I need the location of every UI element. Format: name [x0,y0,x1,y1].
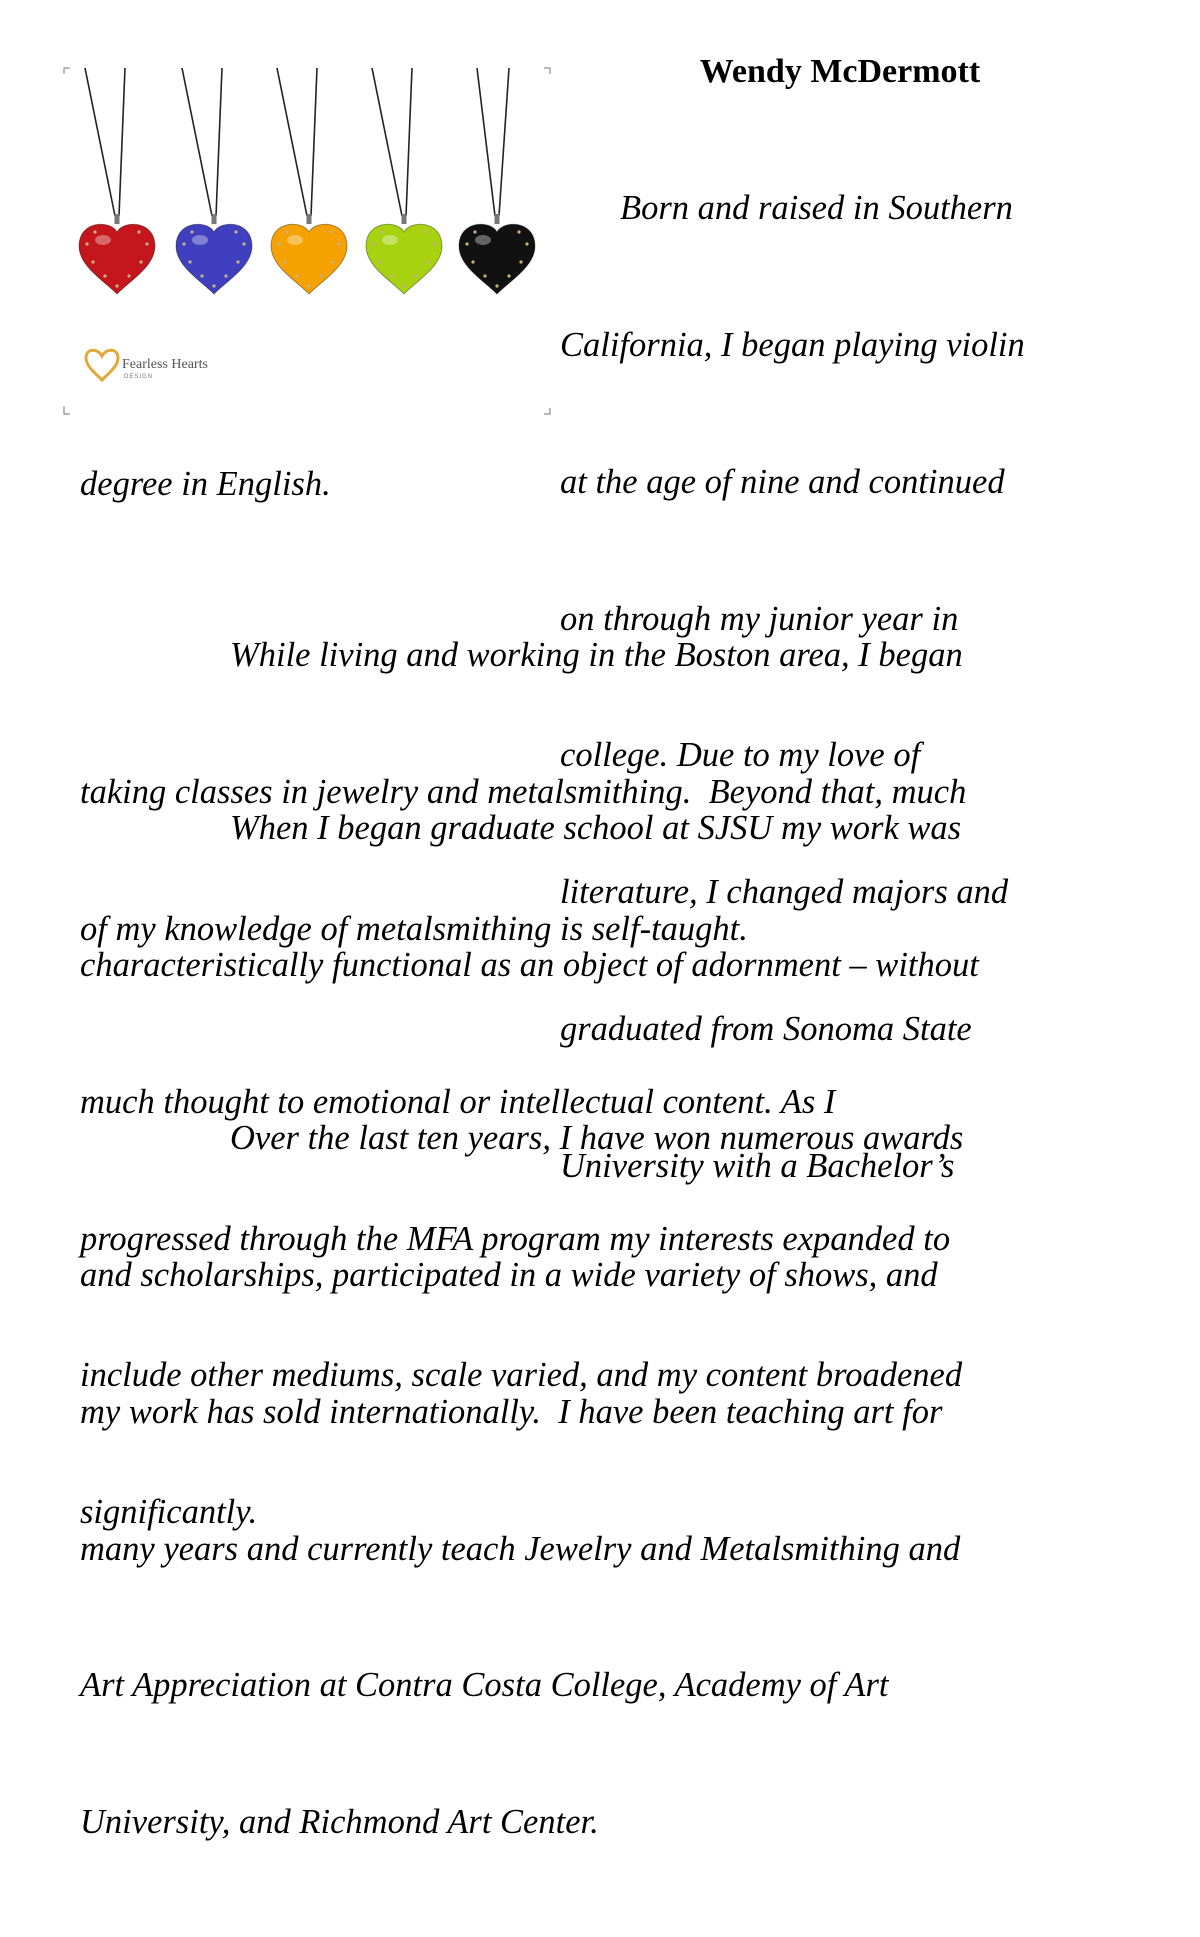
bio-line: University with a Bachelor’s [560,1146,955,1185]
bio-line: California, I began playing violin [560,325,1025,364]
heart-highlight [475,235,491,245]
heart-highlight [382,235,398,245]
pendant-rivet [319,274,322,277]
crop-mark-bottom-left [64,406,70,414]
pendant-rivet [224,274,227,277]
pendant-rivet [139,260,142,263]
pendant-rivet [212,284,215,287]
logo-text: Fearless Hearts [122,357,208,372]
logo-heart-icon [86,350,118,380]
bio-line: many years and currently teach Jewelry and Metalsmithing and [80,1529,961,1568]
pendant-bail [495,214,500,224]
bio-line: college. Due to my love of [560,736,921,775]
pendant-rivet [378,260,381,263]
pendant-rivet [402,284,405,287]
pendant-rivet [517,230,520,233]
heart-icon [366,224,442,294]
pendant-bail [212,214,217,224]
crop-mark-top-left [64,68,70,74]
heart-highlight [95,235,111,245]
pendant-rivet [85,242,88,245]
pendant-rivet [127,274,130,277]
pendant-bail [115,214,120,224]
pendant-cord [477,68,509,216]
pendant-rivet [93,230,96,233]
bio-line: While living and working in the Boston area, I began [230,636,963,675]
heart-icon [79,224,155,294]
pendant-rivet [115,284,118,287]
pendant-rivet [190,230,193,233]
pendant-rivet [137,230,140,233]
bio-line: much thought to emotional or intellectual content. As I [80,1082,836,1121]
heart-pendants-photo [62,66,552,418]
pendant-rivet [483,274,486,277]
pendant-rivet [465,242,468,245]
heart-pendant [271,68,347,294]
pendant-rivet [473,230,476,233]
bio-line: of my knowledge of metalsmithing is self-taught. [80,909,748,948]
bio-line: progressed through the MFA program my interests expanded to [80,1219,951,1258]
heart-icon [176,224,252,294]
bio-line: at the age of nine and continued [560,462,1005,501]
pendant-rivet [495,284,498,287]
heart-pendant [366,68,442,294]
pendant-rivet [329,230,332,233]
heart-highlight [287,235,303,245]
pendant-rivet [285,230,288,233]
bio-line: my work has sold internationally. I have been teaching art for [80,1392,943,1431]
pendant-rivet [277,242,280,245]
pendant-rivet [426,260,429,263]
pendant-rivet [507,274,510,277]
pendant-rivet [145,242,148,245]
pendant-rivet [234,230,237,233]
pendant-rivet [295,274,298,277]
bio-line: include other mediums, scale varied, and my content broadened [80,1356,963,1395]
pendant-rivet [380,230,383,233]
pendant-rivet [372,242,375,245]
heart-highlight [192,235,208,245]
heart-pendant [79,68,155,294]
pendant-cord [182,68,222,216]
pendant-rivet [331,260,334,263]
fearless-hearts-logo [86,350,208,380]
bio-line: taking classes in jewelry and metalsmithing. Beyond that, much [80,772,967,811]
pendant-rivet [200,274,203,277]
pendant-rivet [103,274,106,277]
bio-line: Born and raised in Southern [620,189,1013,228]
bio-line: significantly. [80,1493,258,1532]
bio-line: graduated from Sonoma State [560,1009,972,1048]
pendant-rivet [432,242,435,245]
pendant-cord [277,68,317,216]
pendant-cord [372,68,412,216]
bio-line: and scholarships, participated in a wide variety of shows, and [80,1255,938,1294]
pendant-rivet [424,230,427,233]
bio-paragraph-4 [80,1025,963,1937]
pendant-rivet [242,242,245,245]
pendant-rivet [519,260,522,263]
bio-line: Art Appreciation at Contra Costa College, Academy of Art [80,1666,889,1705]
pendant-rivet [283,260,286,263]
bio-line: characteristically functional as an object of adornment – without [80,945,979,984]
bio-paragraph-1-tail: degree in English. [80,465,331,503]
pendant-bail [307,214,312,224]
pendant-rivet [182,242,185,245]
pendant-rivet [236,260,239,263]
pendant-rivet [188,260,191,263]
bio-line: University, and Richmond Art Center. [80,1803,599,1842]
logo-subtext: DESIGN [124,374,154,380]
bio-line: Over the last ten years, I have won numerous awards [230,1119,964,1158]
heart-pendant [176,68,252,294]
crop-mark-top-right [544,68,550,74]
page-title: Wendy McDermott [699,53,981,90]
pendants-image [62,66,552,418]
bio-line: When I began graduate school at SJSU my work was [230,809,962,848]
bio-line: literature, I changed majors and [560,873,1009,912]
heart-icon [271,224,347,294]
pendant-cord [85,68,125,216]
heart-pendant [459,68,535,294]
pendant-rivet [525,242,528,245]
pendant-rivet [307,284,310,287]
pendant-rivet [471,260,474,263]
pendant-bail [402,214,407,224]
crop-mark-bottom-right [544,408,550,414]
bio-line: on through my junior year in [560,599,959,638]
pendant-rivet [390,274,393,277]
heart-icon [459,224,535,294]
pendant-rivet [414,274,417,277]
pendant-rivet [337,242,340,245]
pendant-rivet [91,260,94,263]
